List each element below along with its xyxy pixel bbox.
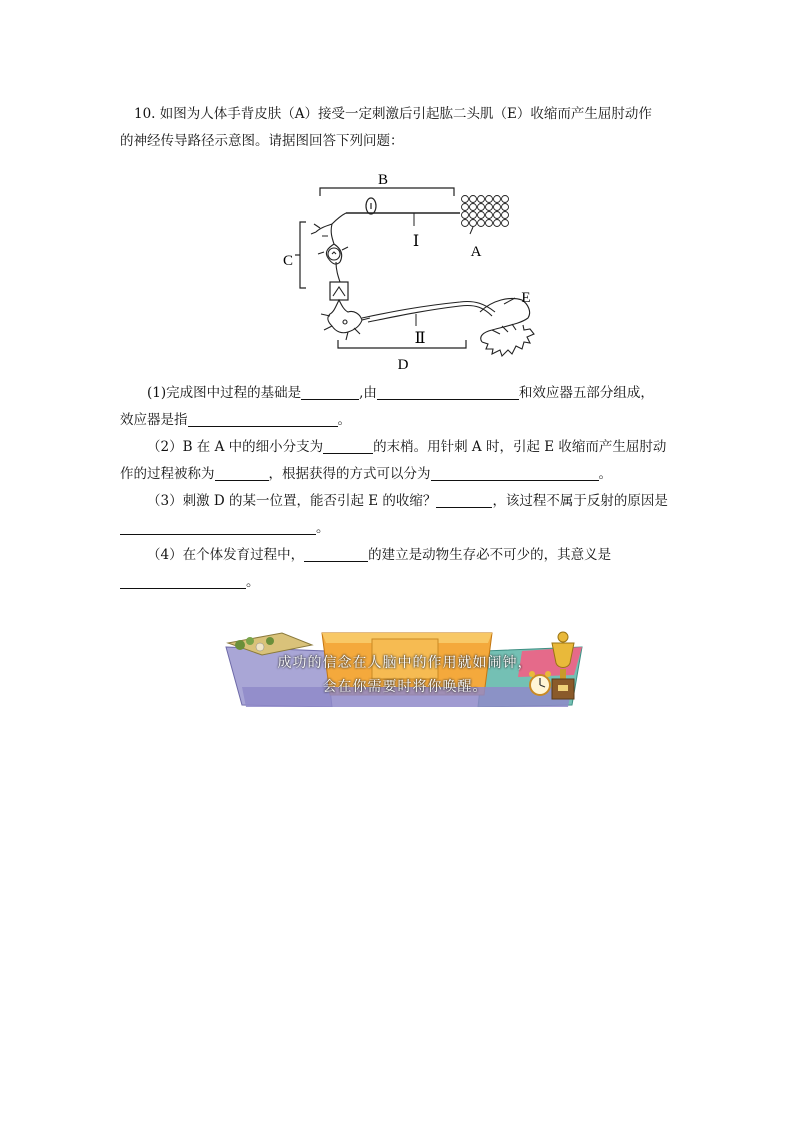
answer-blank-4a[interactable] — [304, 547, 368, 562]
answer-blank-2c[interactable] — [431, 466, 599, 481]
bracket-d — [338, 340, 466, 348]
answer-blank-3b[interactable] — [120, 520, 316, 535]
label-c: C — [282, 253, 294, 269]
question-text-line2-row — [120, 131, 680, 151]
sub-question-3-cont: 。 — [120, 518, 680, 538]
label-a: A — [470, 244, 482, 260]
banner-quote-line1: 成功的信念在人脑中的作用就如闹钟， — [277, 655, 533, 671]
sub-question-1: (1)完成图中过程的基础是 ,由 和效应器五部分组成， — [147, 385, 654, 401]
sub-question-2-cont: 作的过程被称为 ，根据获得的方式可以分为 。 — [120, 466, 612, 482]
banner-quote-line2: 会在你需要时将你唤醒。 — [322, 679, 488, 695]
label-d: D — [397, 357, 409, 373]
label-b: B — [377, 172, 389, 188]
sub-question-1-cont: 效应器是指 。 — [120, 412, 351, 428]
answer-blank-2a[interactable] — [323, 439, 373, 454]
bracket-c — [300, 222, 306, 288]
sub-question-4: （4）在个体发育过程中， 的建立是动物生存必不可少的，其意义是 — [147, 547, 612, 563]
spinal-neurons — [311, 213, 348, 282]
answer-blank-1c[interactable] — [188, 412, 338, 427]
label-i: Ⅰ — [412, 233, 420, 250]
answer-blank-1a[interactable] — [301, 385, 359, 400]
sub-question-4-cont: 。 — [120, 572, 680, 592]
label-ii: Ⅱ — [414, 330, 426, 347]
sub-question-2: （2）B 在 A 中的细小分支为 的末梢。用针刺 A 时，引起 E 收缩而产生屈肘动 — [147, 439, 667, 455]
bracket-b — [320, 188, 454, 196]
answer-blank-2b[interactable] — [215, 466, 269, 481]
motor-neuron — [321, 300, 495, 340]
interneuron — [330, 282, 348, 300]
label-e: E — [521, 290, 531, 306]
answer-blank-1b[interactable] — [377, 385, 519, 400]
motivational-banner — [222, 625, 588, 707]
question-text-line2: 的神经传导路径示意图。请据图回答下列问题： — [120, 133, 404, 149]
reflex-arc-diagram — [270, 166, 570, 376]
answer-blank-4b[interactable] — [120, 574, 246, 589]
question-title — [134, 104, 694, 124]
question-text-line1: 10. 如图为人体手背皮肤（A）接受一定刺激后引起肱二头肌（E）收缩而产生屈肘动作 — [134, 106, 652, 122]
skin-receptor-a — [462, 196, 509, 227]
sub-question-3: （3）刺激 D 的某一位置，能否引起 E 的收缩？ ，该过程不属于反射的原因是 — [147, 493, 668, 509]
answer-blank-3a[interactable] — [436, 493, 492, 508]
